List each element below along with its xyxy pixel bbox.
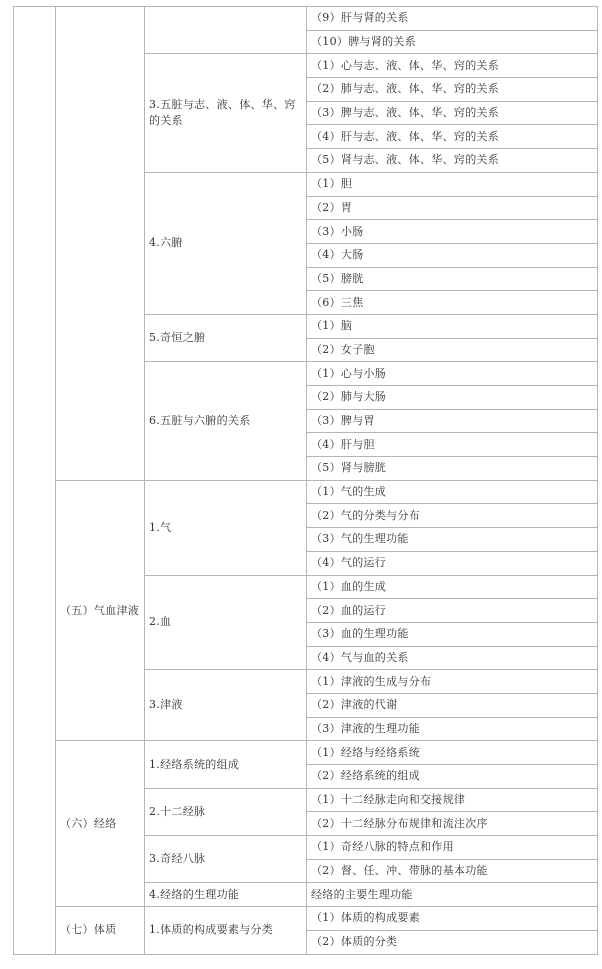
detail-item-cell: （2）肺与志、液、体、华、窍的关系	[307, 78, 598, 102]
outline-table-body	[14, 7, 598, 955]
subject-column-cell	[14, 7, 56, 955]
detail-item-cell: （4）肝与胆	[307, 433, 598, 457]
detail-item-cell: （2）体质的分类	[307, 930, 598, 954]
detail-item-cell: （1）津液的生成与分布	[307, 670, 598, 694]
detail-item-cell: （4）气的运行	[307, 551, 598, 575]
detail-item-cell: （3）小肠	[307, 220, 598, 244]
detail-item-cell: （6）三焦	[307, 291, 598, 315]
detail-item-cell: （3）脾与志、液、体、华、窍的关系	[307, 101, 598, 125]
unit-cell: 1.经络系统的组成	[145, 741, 307, 788]
unit-cell: 2.十二经脉	[145, 788, 307, 835]
syllabus-outline-table	[13, 6, 598, 955]
unit-cell: 5.奇恒之腑	[145, 314, 307, 361]
unit-cell: 2.血	[145, 575, 307, 670]
detail-item-cell: （1）脑	[307, 314, 598, 338]
unit-cell: 3.五脏与志、液、体、华、窍的关系	[145, 54, 307, 172]
detail-item-cell: （2）津液的代谢	[307, 693, 598, 717]
detail-item-cell: （5）肾与志、液、体、华、窍的关系	[307, 149, 598, 173]
detail-item-cell: （2）经络系统的组成	[307, 765, 598, 789]
section-cell: （五）气血津液	[56, 480, 145, 741]
detail-item-cell: （1）体质的构成要素	[307, 907, 598, 931]
unit-cell: 3.奇经八脉	[145, 836, 307, 883]
table-row	[14, 480, 598, 504]
section-cell: （七）体质	[56, 907, 145, 954]
unit-cell: 1.气	[145, 480, 307, 575]
section-cell: （六）经络	[56, 741, 145, 907]
detail-item-cell: （2）血的运行	[307, 599, 598, 623]
table-row	[14, 7, 598, 31]
unit-cell: 1.体质的构成要素与分类	[145, 907, 307, 954]
detail-item-cell: （1）十二经脉走向和交接规律	[307, 788, 598, 812]
unit-cell: 4.六腑	[145, 172, 307, 314]
detail-item-cell: （2）肺与大肠	[307, 386, 598, 410]
detail-item-cell: （3）血的生理功能	[307, 622, 598, 646]
detail-item-cell: （1）奇经八脉的特点和作用	[307, 836, 598, 860]
detail-item-cell: （1）心与志、液、体、华、窍的关系	[307, 54, 598, 78]
detail-item-cell: （2）胃	[307, 196, 598, 220]
detail-item-cell: （4）气与血的关系	[307, 646, 598, 670]
detail-item-cell: （3）气的生理功能	[307, 528, 598, 552]
detail-item-cell: （3）津液的生理功能	[307, 717, 598, 741]
detail-item-cell: （2）督、任、冲、带脉的基本功能	[307, 859, 598, 883]
detail-item-cell: （1）气的生成	[307, 480, 598, 504]
section-cell	[56, 7, 145, 481]
detail-item-cell: （1）胆	[307, 172, 598, 196]
detail-item-cell: （4）大肠	[307, 243, 598, 267]
detail-item-cell: （10）脾与肾的关系	[307, 30, 598, 54]
unit-cell	[145, 7, 307, 54]
detail-item-cell: 经络的主要生理功能	[307, 883, 598, 907]
detail-item-cell: （2）女子胞	[307, 338, 598, 362]
unit-cell: 3.津液	[145, 670, 307, 741]
detail-item-cell: （4）肝与志、液、体、华、窍的关系	[307, 125, 598, 149]
unit-cell: 6.五脏与六腑的关系	[145, 362, 307, 480]
detail-item-cell: （1）心与小肠	[307, 362, 598, 386]
detail-item-cell: （1）血的生成	[307, 575, 598, 599]
detail-item-cell: （3）脾与胃	[307, 409, 598, 433]
detail-item-cell: （5）肾与膀胱	[307, 457, 598, 481]
detail-item-cell: （2）气的分类与分布	[307, 504, 598, 528]
unit-cell: 4.经络的生理功能	[145, 883, 307, 907]
detail-item-cell: （2）十二经脉分布规律和流注次序	[307, 812, 598, 836]
table-row	[14, 741, 598, 765]
table-row	[14, 907, 598, 931]
detail-item-cell: （9）肝与肾的关系	[307, 7, 598, 31]
detail-item-cell: （5）膀胱	[307, 267, 598, 291]
detail-item-cell: （1）经络与经络系统	[307, 741, 598, 765]
